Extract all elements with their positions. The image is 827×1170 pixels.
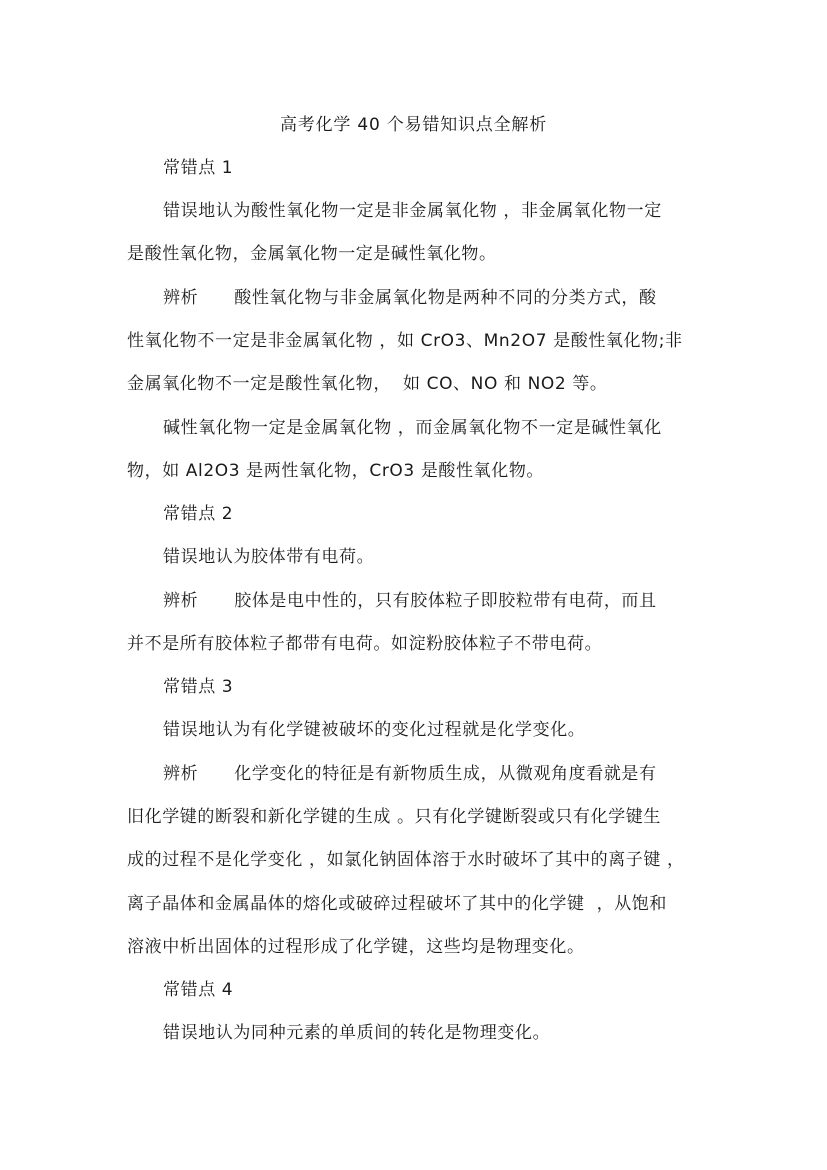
analysis-line: 旧化学键的断裂和新化学键的生成 。只有化学键断裂或只有化学键生: [127, 807, 662, 827]
section-heading-3: 常错点 3: [163, 677, 234, 697]
analysis-line: 辨析 化学变化的特征是有新物质生成，从微观角度看就是有: [163, 764, 657, 784]
section-heading-2: 常错点 2: [163, 504, 234, 524]
section-heading-1: 常错点 1: [163, 158, 234, 178]
error-statement-line: 错误地认为酸性氧化物一定是非金属氧化物 ，非金属氧化物一定: [163, 201, 662, 221]
error-statement-line: 错误地认为同种元素的单质间的转化是物理变化。: [163, 1023, 551, 1043]
analysis-line: 成的过程不是化学变化 ，如氯化钠固体溶于水时破坏了其中的离子键 ，: [127, 850, 685, 870]
section-heading-4: 常错点 4: [163, 980, 234, 1000]
analysis-line: 性氧化物不一定是非金属氧化物 ，如 CrO3、Mn2O7 是酸性氧化物;非: [127, 331, 683, 351]
analysis-line: 并不是所有胶体粒子都带有电荷。如淀粉胶体粒子不带电荷。: [127, 634, 603, 654]
analysis-line: 溶液中析出固体的过程形成了化学键，这些均是物理变化。: [127, 937, 585, 957]
analysis-extra-line: 碱性氧化物一定是金属氧化物 ，而金属氧化物不一定是碱性氧化: [163, 418, 662, 438]
error-statement-line: 是酸性氧化物，金属氧化物一定是碱性氧化物。: [127, 244, 497, 264]
error-statement-line: 错误地认为胶体带有电荷。: [163, 547, 375, 567]
error-statement-line: 错误地认为有化学键被破坏的变化过程就是化学变化。: [163, 720, 586, 740]
analysis-line: 金属氧化物不一定是酸性氧化物， 如 CO、NO 和 NO2 等。: [127, 374, 608, 394]
document-title: 高考化学 40 个易错知识点全解析: [279, 115, 548, 135]
analysis-extra-line: 物，如 Al2O3 是两性氧化物，CrO3 是酸性氧化物。: [127, 461, 545, 481]
analysis-line: 辨析 酸性氧化物与非金属氧化物是两种不同的分类方式，酸: [163, 288, 657, 308]
analysis-line: 辨析 胶体是电中性的，只有胶体粒子即胶粒带有电荷，而且: [163, 591, 657, 611]
analysis-line: 离子晶体和金属晶体的熔化或破碎过程破坏了其中的化学键 ，从饱和: [127, 894, 668, 914]
